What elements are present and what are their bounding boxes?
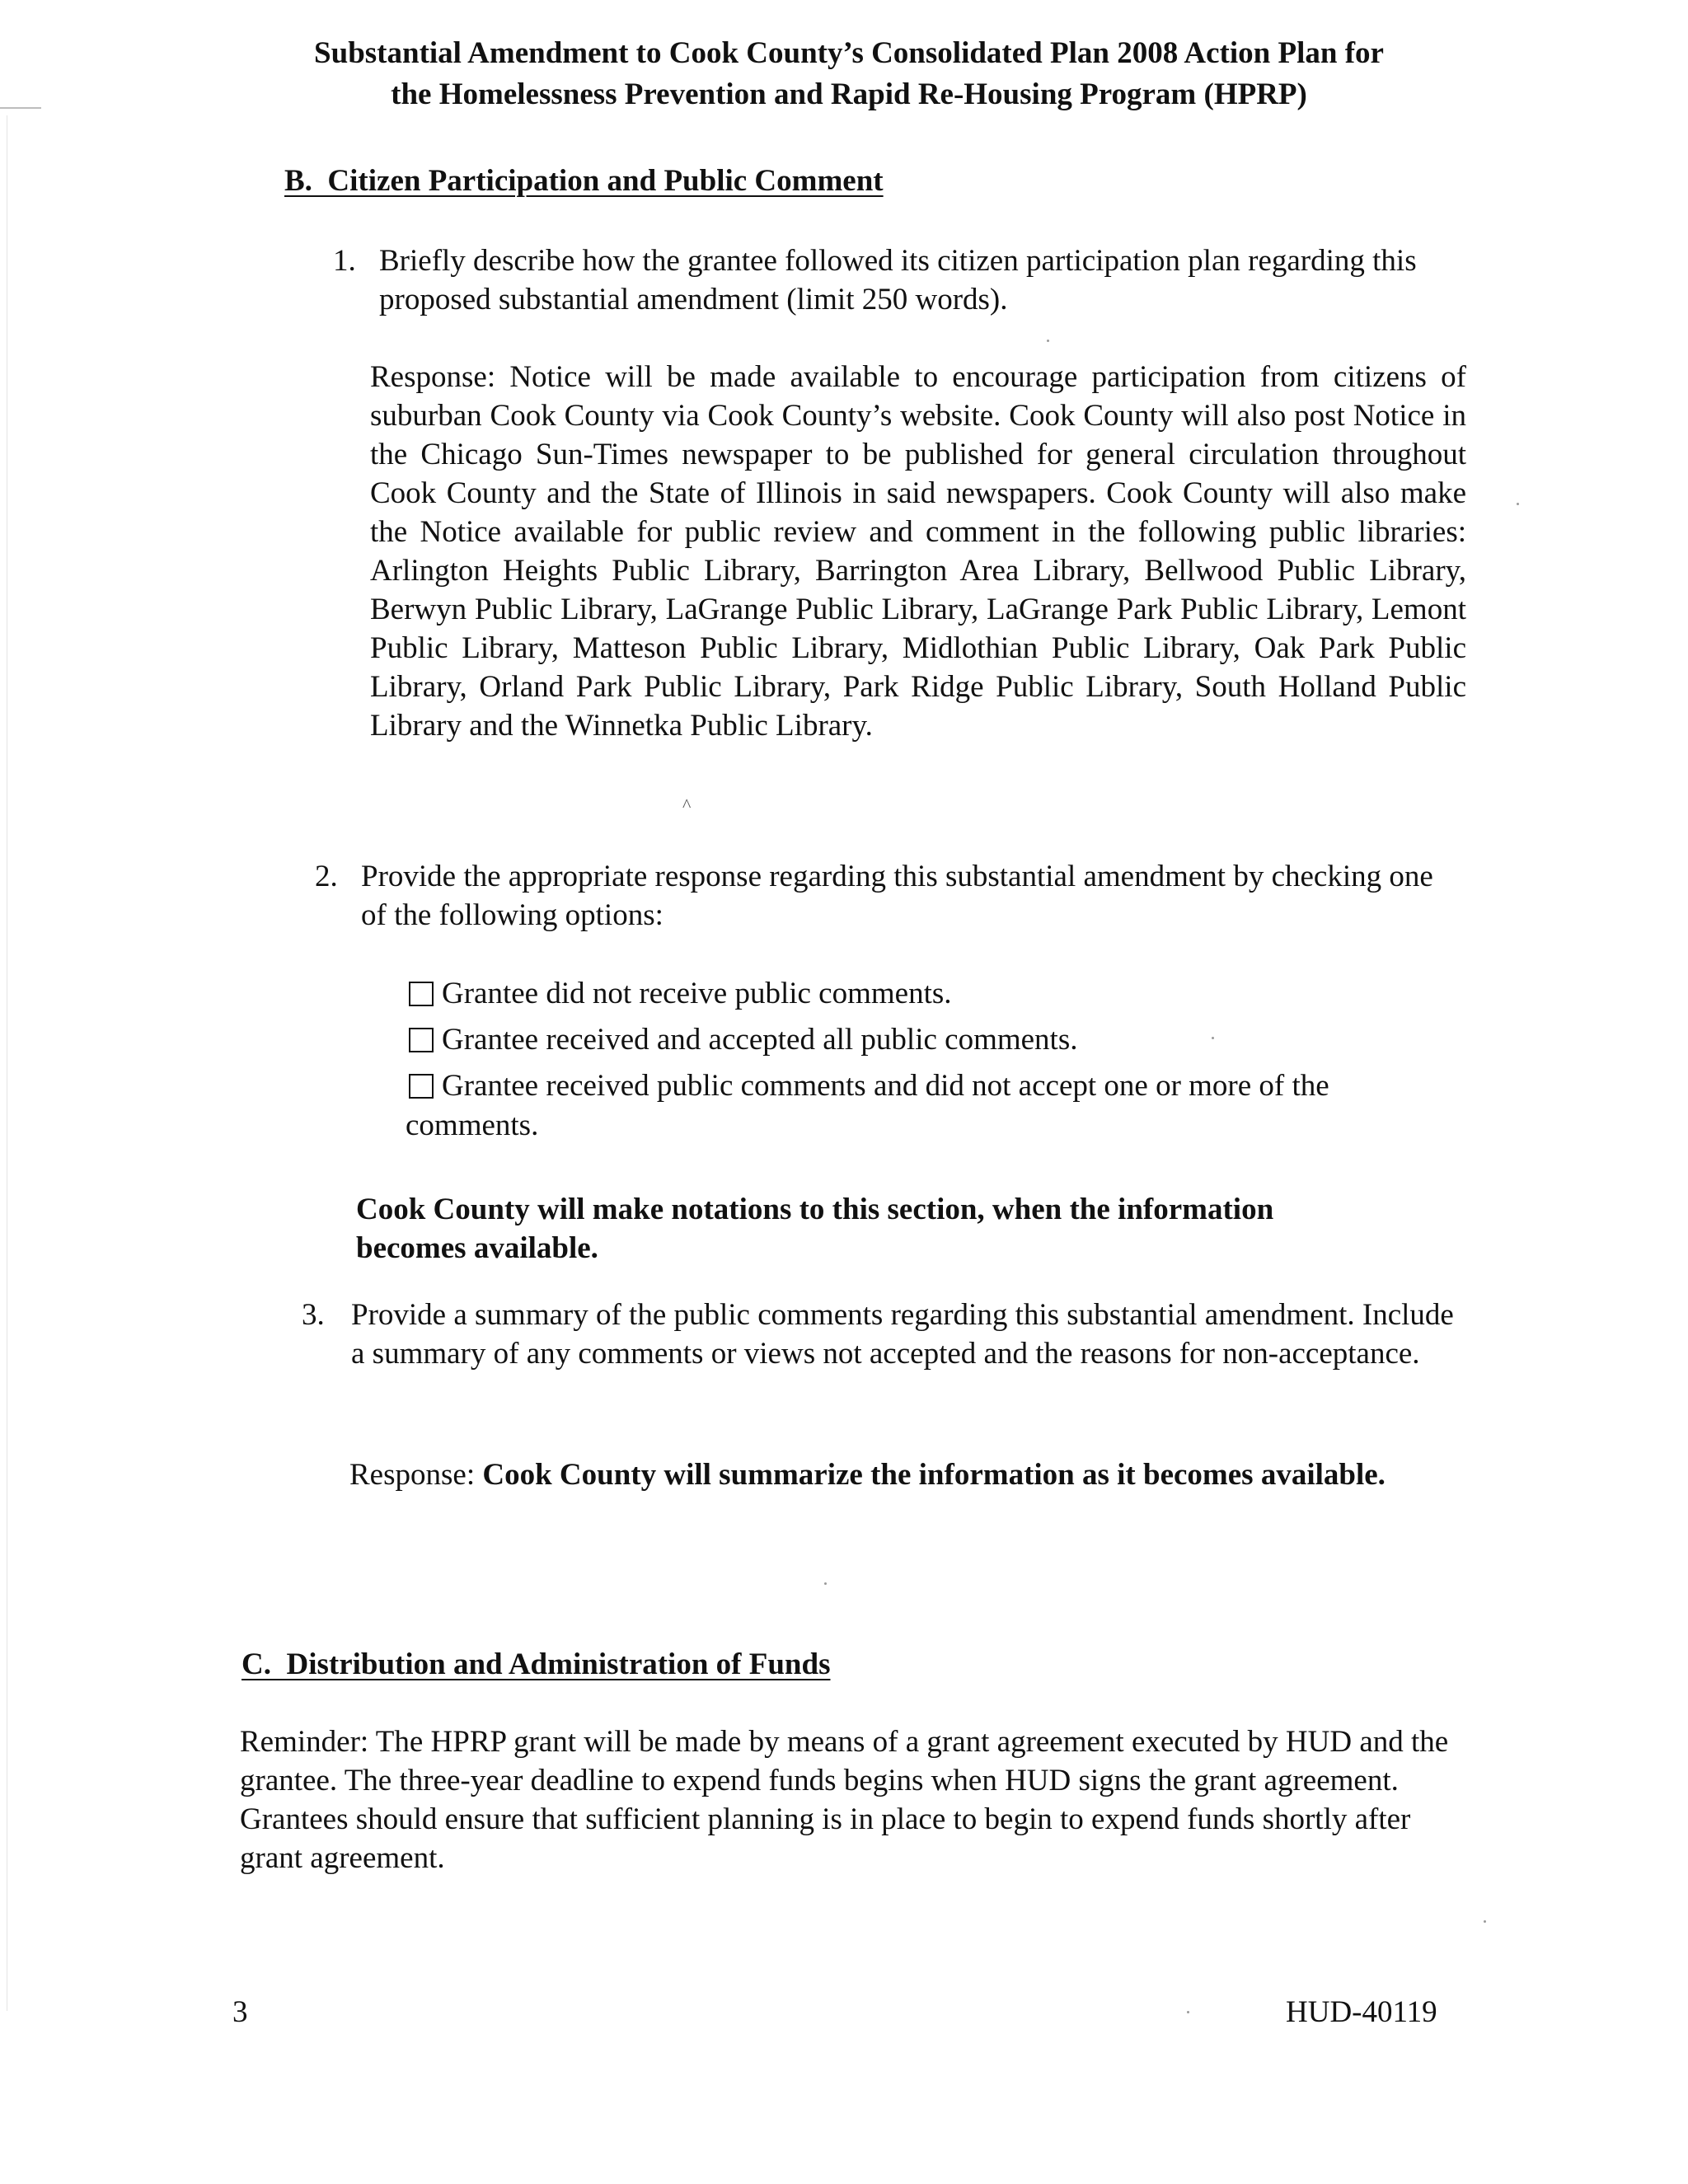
scan-speck	[1484, 1920, 1486, 1923]
checkbox-icon[interactable]	[409, 982, 434, 1006]
item-2-number: 2.	[315, 860, 338, 893]
item-3-number: 3.	[302, 1298, 325, 1332]
scan-artifact-line	[0, 107, 41, 109]
item-1-response: Response: Notice will be made available to encourage participation from citizens of suburban Cook County via Cook County’s website. Cook County will also post Notice in the Chicago Sun-Times newspaper to be published for general circulation throughout Cook County and the State of Illinois in said newspapers. Cook County will also make the Notice available for public review and comment in the following public libraries: Arlington Heights Public Library, Barrington Area Library, Bellwood Public Library, Berwyn Public Library, LaGrange Public Library, LaGrange Park Public Library, Lemont Public Library, Matteson Public Library, Midlothian Public Library, Oak Park Public Library, Orland Park Public Library, Park Ridge Public Library, South Holland Public Library and the Winnetka Public Library.	[370, 360, 1466, 743]
header-line-1: Substantial Amendment to Cook County’s Consolidated Plan 2008 Action Plan for	[314, 36, 1384, 70]
section-c-heading: C. Distribution and Administration of Funds	[241, 1647, 831, 1681]
item-1-question: Briefly describe how the grantee followed its citizen participation plan regarding this proposed substantial amendment (limit 250 words).	[379, 244, 1417, 316]
option-not-accepted[interactable]	[409, 1066, 1329, 1105]
option-label-continued: comments.	[406, 1108, 539, 1142]
form-id: HUD-40119	[1286, 1995, 1437, 2029]
scan-speck	[1187, 2011, 1189, 2013]
option-label: Grantee did not receive public comments.	[442, 977, 952, 1010]
scan-speck	[1047, 340, 1049, 342]
section-c-reminder: Reminder: The HPRP grant will be made by means of a grant agreement executed by HUD and the grantee. The three-year deadline to expend funds begins when HUD signs the grant agreement. Grantees should ensure that sufficient planning is in place to begin to expend funds shortly after grant agreement.	[240, 1725, 1449, 1875]
section-b-heading: B. Citizen Participation and Public Comment	[284, 164, 884, 198]
header-line-2: the Homelessness Prevention and Rapid Re-Housing Program (HPRP)	[391, 77, 1307, 111]
checkbox-icon[interactable]	[409, 1028, 434, 1052]
item-3-response-label: Response:	[349, 1458, 483, 1492]
option-label: Grantee received and accepted all public comments.	[442, 1023, 1078, 1057]
scan-speck	[1212, 1037, 1214, 1039]
item-1-number: 1.	[333, 244, 356, 278]
option-label: Grantee received public comments and did not accept one or more of the	[442, 1069, 1329, 1103]
item-3-response-text: Cook County will summarize the information as it becomes available.	[482, 1458, 1386, 1492]
page-number: 3	[232, 1995, 248, 2029]
checkbox-icon[interactable]	[409, 1074, 434, 1099]
option-no-comments[interactable]	[409, 974, 952, 1013]
item-2-question: Provide the appropriate response regarding this substantial amendment by checking one of the following options:	[361, 860, 1433, 932]
item-2-note: Cook County will make notations to this section, when the information becomes available.	[356, 1193, 1274, 1265]
stray-mark: ^	[682, 794, 692, 815]
option-accepted-all[interactable]	[409, 1020, 1078, 1059]
document-header	[247, 33, 1451, 115]
item-3-question: Provide a summary of the public comments regarding this substantial amendment. Include a summary of any comments or views not accepted and the reasons for non-acceptance.	[351, 1298, 1454, 1371]
scan-speck	[1517, 503, 1519, 505]
scan-speck	[824, 1582, 827, 1585]
item-3-response	[349, 1455, 1421, 1494]
